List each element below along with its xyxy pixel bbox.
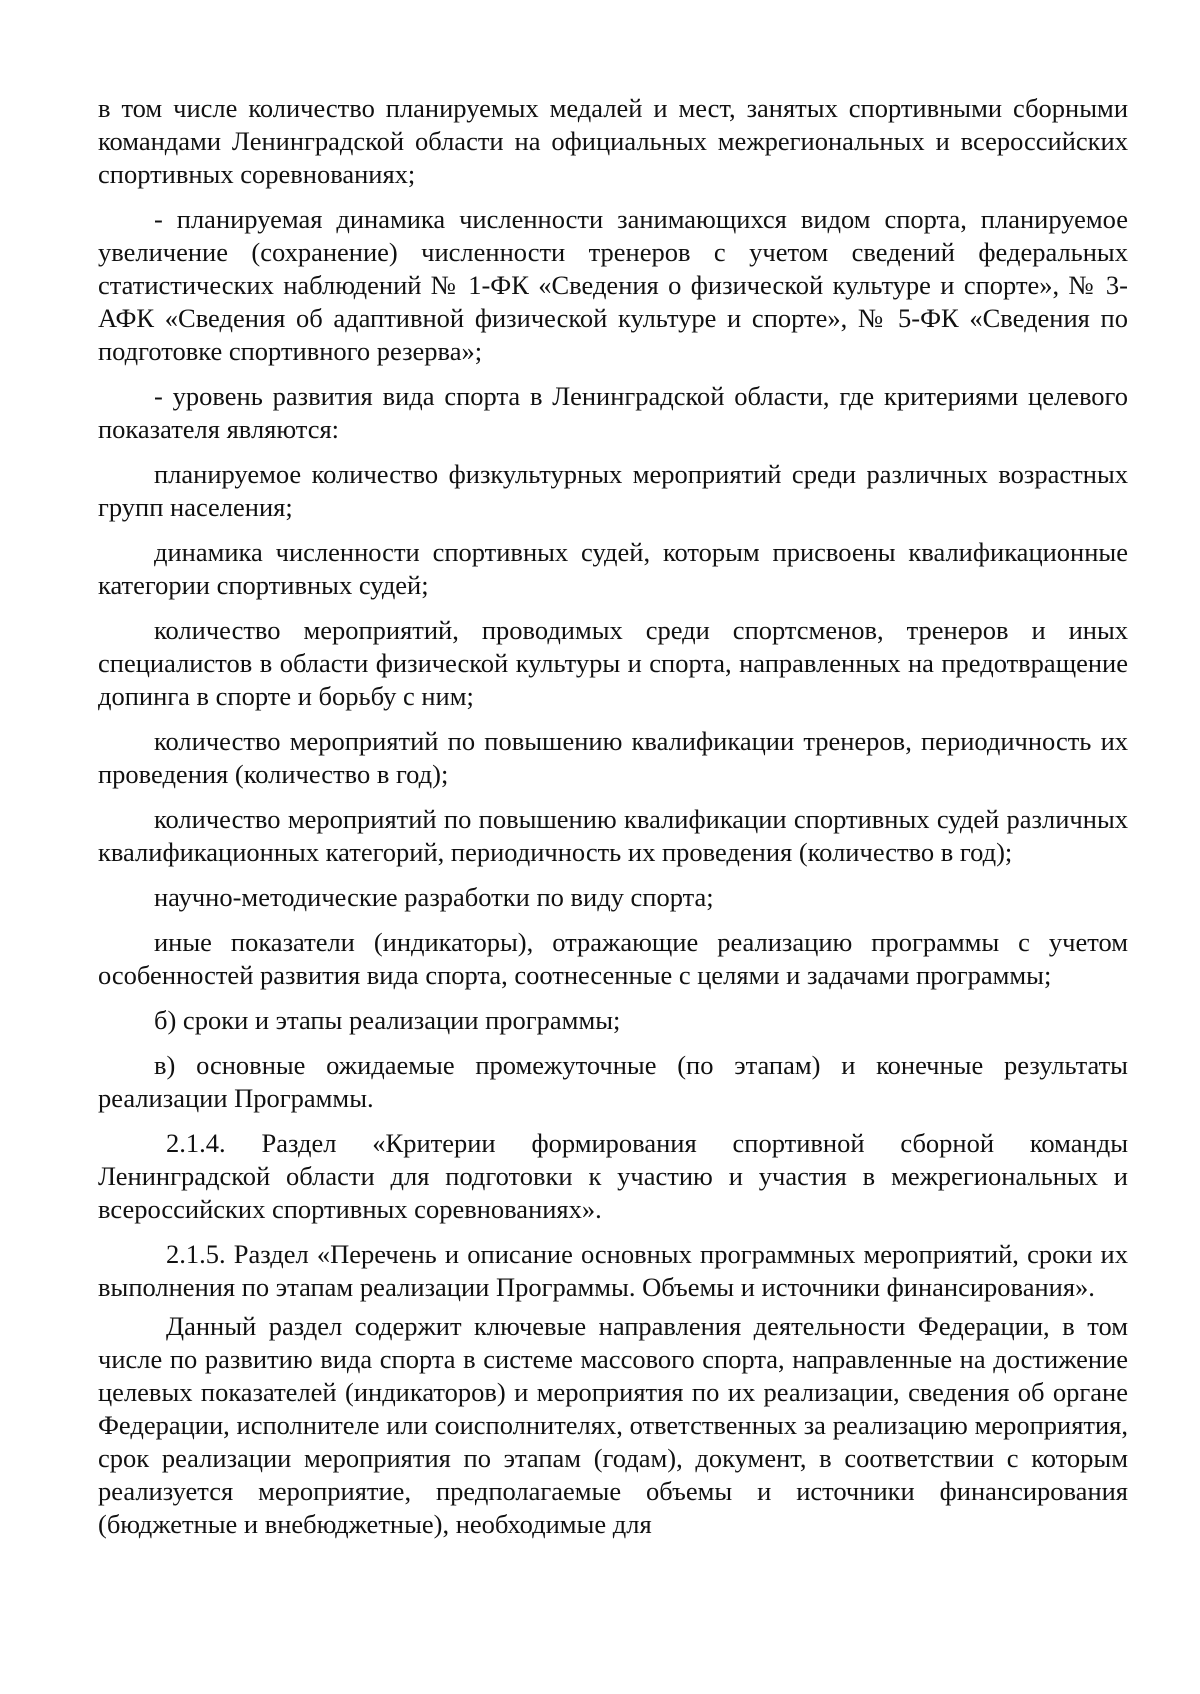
paragraph-development-level: - уровень развития вида спорта в Ленинградской области, где критериями целевого показателя являются: xyxy=(98,381,1128,444)
paragraph-judges-dynamics: динамика численности спортивных судей, которым присвоены квалификационные категории спортивных судей; xyxy=(98,537,1128,600)
paragraph-participant-dynamics: - планируемая динамика численности занимающихся видом спорта, планируемое увеличение (сохранение) численности тренеров с учетом сведений федеральных статистических наблюдений № 1-ФК «Сведения о физической культуре и спорте», № 3-АФК «Сведения об адаптивной физической культуре и спорте», № 5-ФК «Сведения по подготовке спортивного резерва»; xyxy=(98,204,1128,366)
paragraph-terms-stages: б) сроки и этапы реализации программы; xyxy=(154,1005,621,1035)
paragraph-expected-results: в) основные ожидаемые промежуточные (по этапам) и конечные результаты реализации Программы. xyxy=(98,1050,1128,1113)
paragraph-section-description: Данный раздел содержит ключевые направления деятельности Федерации, в том числе по развитию вида спорта в системе массового спорта, направленные на достижение целевых показателей (индикаторов) и мероприятия по их реализации, сведения об органе Федерации, исполнителе или соисполнителях, ответственных за реализацию мероприятия, срок реализации мероприятия по этапам (годам), документ, в соответствии с которым реализуется мероприятие, предполагаемые объемы и источники финансирования (бюджетные и внебюджетные), необходимые для xyxy=(98,1311,1128,1539)
paragraph-medals: в том числе количество планируемых медалей и мест, занятых спортивными сборными командами Ленинградской области на официальных межрегиональных и всероссийских спортивных соревнованиях; xyxy=(98,93,1128,189)
paragraph-section-2-1-5: 2.1.5. Раздел «Перечень и описание основных программных мероприятий, сроки их выполнения по этапам реализации Программы. Объемы и источники финансирования». xyxy=(98,1239,1128,1302)
paragraph-anti-doping: количество мероприятий, проводимых среди спортсменов, тренеров и иных специалистов в области физической культуры и спорта, направленных на предотвращение допинга в спорте и борьбу с ним; xyxy=(98,615,1128,711)
paragraph-other-indicators: иные показатели (индикаторы), отражающие реализацию программы с учетом особенностей развития вида спорта, соотнесенные с целями и задачами программы; xyxy=(98,927,1128,990)
paragraph-sport-events: планируемое количество физкультурных мероприятий среди различных возрастных групп населения; xyxy=(98,459,1128,522)
paragraph-coach-qualification: количество мероприятий по повышению квалификации тренеров, периодичность их проведения (количество в год); xyxy=(98,726,1128,789)
paragraph-judge-qualification: количество мероприятий по повышению квалификации спортивных судей различных квалификационных категорий, периодичность их проведения (количество в год); xyxy=(98,804,1128,867)
paragraph-scientific-methods: научно-методические разработки по виду спорта; xyxy=(154,882,714,912)
paragraph-section-2-1-4: 2.1.4. Раздел «Критерии формирования спортивной сборной команды Ленинградской области для подготовки к участию и участия в межрегиональных и всероссийских спортивных соревнованиях». xyxy=(98,1128,1128,1224)
document-body xyxy=(98,92,1128,1553)
